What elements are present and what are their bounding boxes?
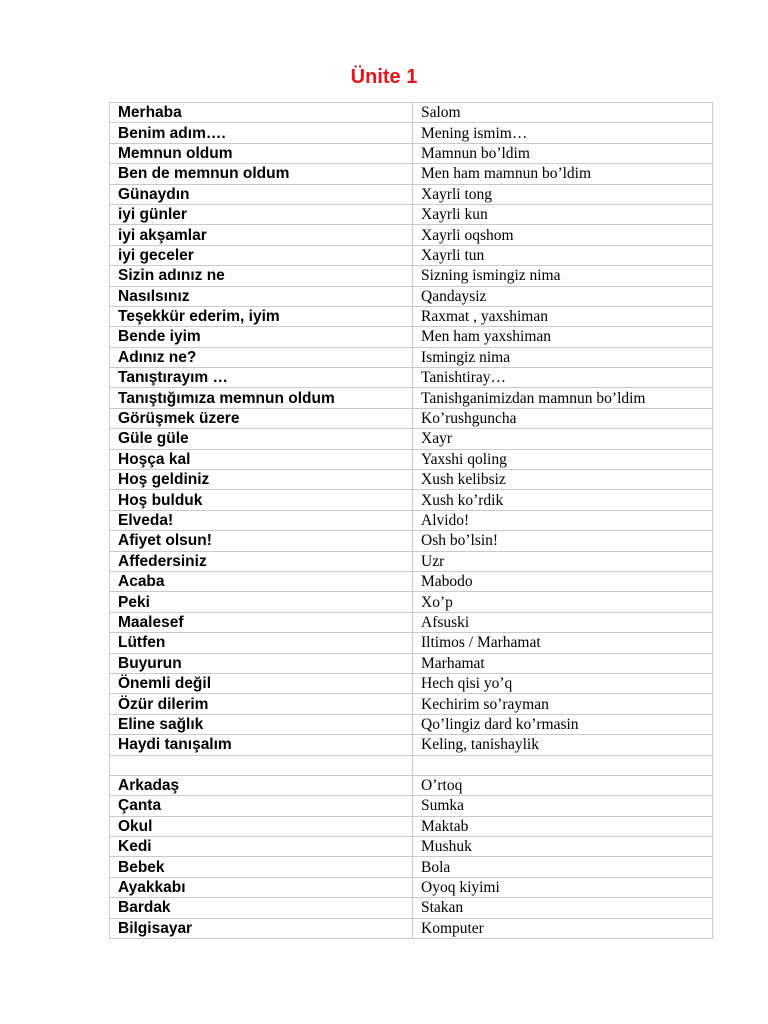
uzbek-translation-cell: O’rtoq	[413, 775, 713, 795]
uzbek-translation-cell: Komputer	[413, 918, 713, 938]
turkish-word-cell: Arkadaş	[110, 775, 413, 795]
table-row	[110, 918, 713, 938]
uzbek-translation-cell: Stakan	[413, 898, 713, 918]
table-row	[110, 653, 713, 673]
turkish-word-cell: Nasılsınız	[110, 286, 413, 306]
turkish-word-cell: Önemli değil	[110, 673, 413, 693]
uzbek-translation-cell: Hech qisi yo’q	[413, 673, 713, 693]
turkish-word-cell: iyi günler	[110, 204, 413, 224]
table-row	[110, 735, 713, 755]
uzbek-translation-cell: Men ham yaxshiman	[413, 327, 713, 347]
uzbek-translation-cell: Ko’rushguncha	[413, 408, 713, 428]
turkish-word-cell: iyi akşamlar	[110, 225, 413, 245]
turkish-word-cell: Peki	[110, 592, 413, 612]
turkish-word-cell: Eline sağlık	[110, 714, 413, 734]
turkish-word-cell: Bilgisayar	[110, 918, 413, 938]
turkish-word-cell: Maalesef	[110, 612, 413, 632]
turkish-word-cell: Elveda!	[110, 510, 413, 530]
table-row	[110, 612, 713, 632]
turkish-word-cell: Hoş geldiniz	[110, 470, 413, 490]
turkish-word-cell: Affedersiniz	[110, 551, 413, 571]
table-row	[110, 551, 713, 571]
table-row	[110, 347, 713, 367]
uzbek-translation-cell: Maktab	[413, 816, 713, 836]
table-row	[110, 245, 713, 265]
turkish-word-cell: iyi geceler	[110, 245, 413, 265]
table-row	[110, 571, 713, 591]
table-row	[110, 103, 713, 123]
turkish-word-cell: Acaba	[110, 571, 413, 591]
uzbek-translation-cell	[413, 755, 713, 775]
uzbek-translation-cell: Kechirim so’rayman	[413, 694, 713, 714]
turkish-word-cell	[110, 755, 413, 775]
table-row	[110, 449, 713, 469]
table-row	[110, 633, 713, 653]
turkish-word-cell: Memnun oldum	[110, 143, 413, 163]
uzbek-translation-cell: Tanishganimizdan mamnun bo’ldim	[413, 388, 713, 408]
uzbek-translation-cell: Sumka	[413, 796, 713, 816]
uzbek-translation-cell: Men ham mamnun bo’ldim	[413, 164, 713, 184]
uzbek-translation-cell: Xayrli tong	[413, 184, 713, 204]
uzbek-translation-cell: Osh bo’lsin!	[413, 531, 713, 551]
table-row	[110, 286, 713, 306]
uzbek-translation-cell: Mushuk	[413, 837, 713, 857]
uzbek-translation-cell: Tanishtiray…	[413, 368, 713, 388]
table-row	[110, 143, 713, 163]
uzbek-translation-cell: Ismingiz nima	[413, 347, 713, 367]
turkish-word-cell: Kedi	[110, 837, 413, 857]
turkish-word-cell: Tanıştırayım …	[110, 368, 413, 388]
uzbek-translation-cell: Alvido!	[413, 510, 713, 530]
uzbek-translation-cell: Raxmat , yaxshiman	[413, 306, 713, 326]
uzbek-translation-cell: Xayrli kun	[413, 204, 713, 224]
table-row	[110, 470, 713, 490]
uzbek-translation-cell: Xayrli tun	[413, 245, 713, 265]
table-row	[110, 225, 713, 245]
table-row	[110, 368, 713, 388]
uzbek-translation-cell: Sizning ismingiz nima	[413, 266, 713, 286]
turkish-word-cell: Ben de memnun oldum	[110, 164, 413, 184]
turkish-word-cell: Okul	[110, 816, 413, 836]
turkish-word-cell: Hoş bulduk	[110, 490, 413, 510]
turkish-word-cell: Merhaba	[110, 103, 413, 123]
vocabulary-table	[109, 102, 713, 939]
turkish-word-cell: Günaydın	[110, 184, 413, 204]
uzbek-translation-cell: Iltimos / Marhamat	[413, 633, 713, 653]
table-row	[110, 204, 713, 224]
table-row	[110, 408, 713, 428]
table-row	[110, 490, 713, 510]
table-row	[110, 775, 713, 795]
table-row	[110, 327, 713, 347]
uzbek-translation-cell: Yaxshi qoling	[413, 449, 713, 469]
turkish-word-cell: Buyurun	[110, 653, 413, 673]
uzbek-translation-cell: Qandaysiz	[413, 286, 713, 306]
table-row	[110, 796, 713, 816]
uzbek-translation-cell: Uzr	[413, 551, 713, 571]
turkish-word-cell: Lütfen	[110, 633, 413, 653]
uzbek-translation-cell: Mabodo	[413, 571, 713, 591]
turkish-word-cell: Bende iyim	[110, 327, 413, 347]
turkish-word-cell: Bebek	[110, 857, 413, 877]
table-row	[110, 123, 713, 143]
table-row	[110, 816, 713, 836]
table-row	[110, 592, 713, 612]
turkish-word-cell: Ayakkabı	[110, 877, 413, 897]
turkish-word-cell: Özür dilerim	[110, 694, 413, 714]
table-row	[110, 388, 713, 408]
uzbek-translation-cell: Salom	[413, 103, 713, 123]
table-row	[110, 510, 713, 530]
turkish-word-cell: Benim adım….	[110, 123, 413, 143]
table-row	[110, 266, 713, 286]
table-row	[110, 837, 713, 857]
turkish-word-cell: Hoşça kal	[110, 449, 413, 469]
table-row	[110, 714, 713, 734]
uzbek-translation-cell: Mening ismim…	[413, 123, 713, 143]
turkish-word-cell: Çanta	[110, 796, 413, 816]
table-row	[110, 877, 713, 897]
table-row	[110, 857, 713, 877]
table-row	[110, 694, 713, 714]
vocabulary-table-body	[110, 103, 713, 939]
table-row	[110, 898, 713, 918]
page-title: Ünite 1	[350, 66, 418, 88]
table-row	[110, 306, 713, 326]
table-row	[110, 429, 713, 449]
uzbek-translation-cell: Oyoq kiyimi	[413, 877, 713, 897]
turkish-word-cell: Haydi tanışalım	[110, 735, 413, 755]
uzbek-translation-cell: Xush ko’rdik	[413, 490, 713, 510]
uzbek-translation-cell: Qo’lingiz dard ko’rmasin	[413, 714, 713, 734]
turkish-word-cell: Bardak	[110, 898, 413, 918]
table-row	[110, 164, 713, 184]
table-row	[110, 184, 713, 204]
turkish-word-cell: Güle güle	[110, 429, 413, 449]
uzbek-translation-cell: Marhamat	[413, 653, 713, 673]
uzbek-translation-cell: Keling, tanishaylik	[413, 735, 713, 755]
turkish-word-cell: Sizin adınız ne	[110, 266, 413, 286]
uzbek-translation-cell: Xo’p	[413, 592, 713, 612]
turkish-word-cell: Afiyet olsun!	[110, 531, 413, 551]
uzbek-translation-cell: Afsuski	[413, 612, 713, 632]
turkish-word-cell: Teşekkür ederim, iyim	[110, 306, 413, 326]
table-row	[110, 755, 713, 775]
uzbek-translation-cell: Xayrli oqshom	[413, 225, 713, 245]
table-row	[110, 673, 713, 693]
uzbek-translation-cell: Mamnun bo’ldim	[413, 143, 713, 163]
turkish-word-cell: Görüşmek üzere	[110, 408, 413, 428]
uzbek-translation-cell: Xayr	[413, 429, 713, 449]
uzbek-translation-cell: Bola	[413, 857, 713, 877]
uzbek-translation-cell: Xush kelibsiz	[413, 470, 713, 490]
table-row	[110, 531, 713, 551]
turkish-word-cell: Tanıştığımıza memnun oldum	[110, 388, 413, 408]
turkish-word-cell: Adınız ne?	[110, 347, 413, 367]
